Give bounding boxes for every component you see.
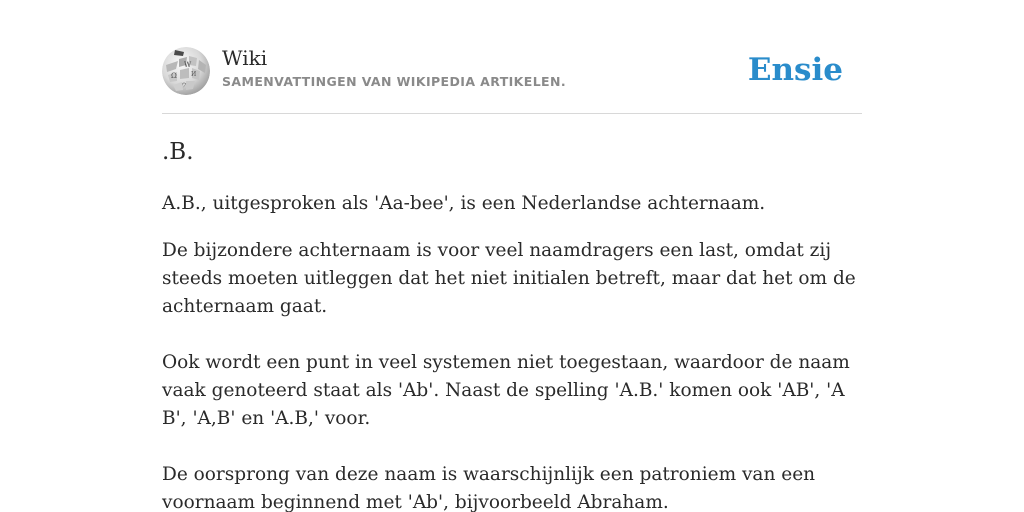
header <box>162 46 862 96</box>
article <box>162 136 862 512</box>
wikipedia-globe-icon[interactable] <box>162 47 210 95</box>
site-name[interactable]: Wiki <box>222 46 268 70</box>
svg-text:ウ: ウ <box>181 82 188 89</box>
ensie-brand-link[interactable]: Ensie <box>747 52 843 88</box>
article-title: .B. <box>162 139 194 165</box>
site-tagline: SAMENVATTINGEN VAN WIKIPEDIA ARTIKELEN. <box>222 74 567 89</box>
svg-text:W: W <box>184 61 192 69</box>
article-paragraph: De oorsprong van deze naam is waarschijnlijk een patroniem van een voornaam beginnend met 'Ab', bijvoorbeeld Abraham. <box>162 464 816 512</box>
article-paragraph: Ook wordt een punt in veel systemen niet toegestaan, waardoor de naam vaak genoteerd staat als 'Ab'. Naast de spelling 'A.B.' komen ook 'AB', 'A B', 'A,B' en 'A.B,' voor. <box>162 352 850 429</box>
article-paragraph: A.B., uitgesproken als 'Aa-bee', is een Nederlandse achternaam. <box>162 193 766 214</box>
header-divider <box>162 113 862 114</box>
svg-text:И: И <box>191 71 197 78</box>
svg-text:Ω: Ω <box>171 72 177 80</box>
article-paragraph: De bijzondere achternaam is voor veel naamdragers een last, omdat zij steeds moeten uitleggen dat het niet initialen betreft, maar dat het om de achternaam gaat. <box>162 240 856 317</box>
